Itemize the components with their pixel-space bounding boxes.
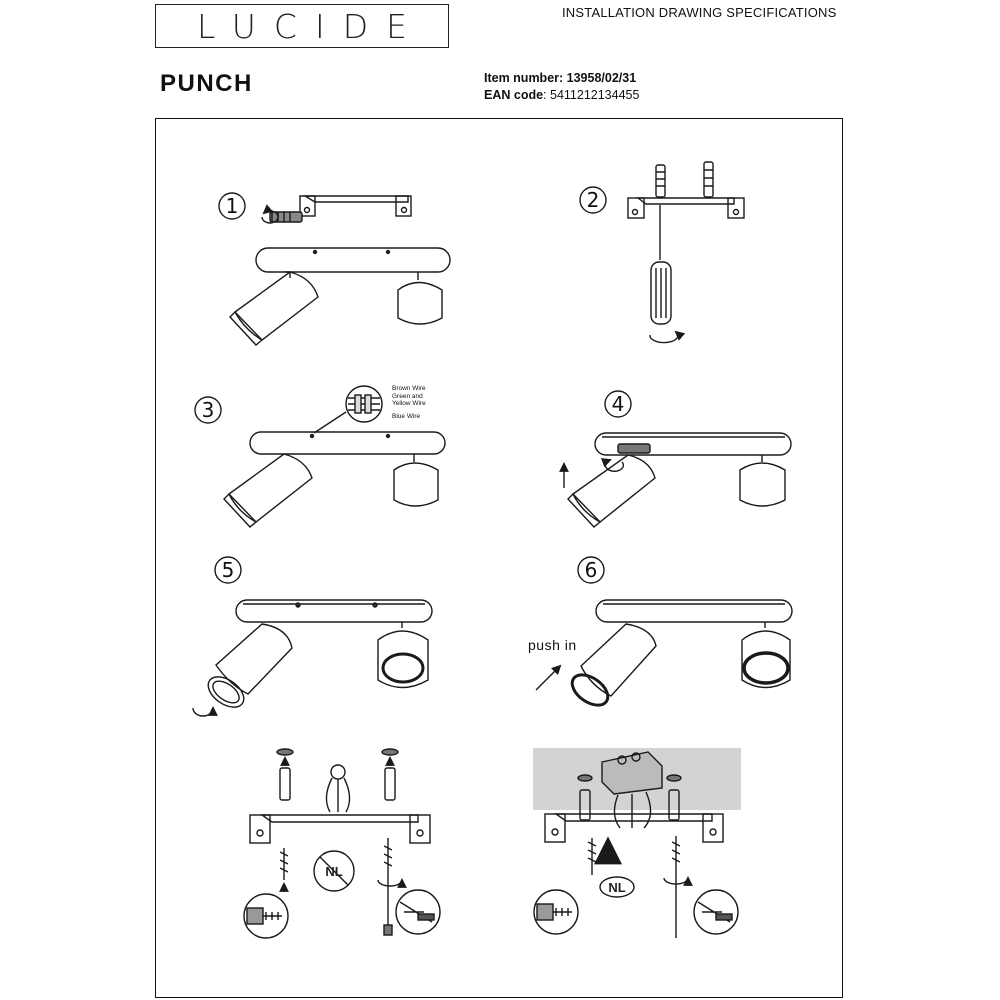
mounting-bracket-2 [628,198,744,218]
cable-connector-icon [326,765,349,812]
screwdriver-icon [651,205,671,324]
mounting-bracket [300,196,411,216]
mounting-left [244,749,440,938]
nl-badge-icon [600,877,634,897]
step-3 [195,385,445,527]
detail-circle-right-a [534,890,578,934]
brown-wire-label: Brown Wire [392,385,426,392]
spotlight-left-6 [567,624,656,711]
screw-right-icon [704,162,713,197]
wall-plug-right-icon [385,768,395,800]
grub-screw-icon-4 [618,444,650,453]
push-in-label: push in [528,637,577,653]
item-number-label: Item number [484,71,560,85]
step-1 [219,193,450,345]
step-1-number: 1 [225,194,239,218]
spotlight-right-4 [740,455,785,506]
step-2-number: 2 [586,188,600,212]
item-number-value: : 13958/02/31 [559,71,637,85]
screw-with-driver-r-icon [672,836,680,938]
ean-code-value: : 5411212134455 [543,88,640,102]
spotlight-right-6 [742,622,790,688]
document-heading: INSTALLATION DRAWING SPECIFICATIONS [562,5,837,20]
rotate-arrow-icon-2 [650,332,678,343]
detail-circle-left-a [244,894,288,938]
spotlight-left-3 [224,454,312,527]
rotate-arrow-icon-m [378,880,402,886]
ean-code-label: EAN code [484,88,544,102]
logo-text: LUCIDE [197,6,425,46]
mounting-bracket-left [250,815,430,843]
base-plate-3 [250,432,445,454]
nl-label-right: NL [608,880,626,895]
step-5-number: 5 [221,558,235,582]
grub-screw-icon [270,212,302,222]
detail-circle-left-b [396,890,440,934]
step-4-number: 4 [611,392,625,416]
step-5 [193,557,432,716]
wiring-detail [314,385,426,433]
nl-no-entry-icon [314,851,354,891]
step-4 [564,391,791,527]
screw-left-icon-m [280,848,288,880]
mounting-bracket-right [545,814,723,842]
spotlight-left-4 [568,455,655,527]
wall-plug-left-icon [280,768,290,800]
step-6-number: 6 [584,558,598,582]
screw-left-icon [656,165,665,197]
mounting-right [533,748,741,938]
push-arrow-icon [536,666,560,690]
nl-label-left: NL [325,864,343,879]
step-2 [580,162,744,343]
base-plate [256,248,450,272]
green-yellow-label-2: Yellow Wire [392,400,426,407]
rotate-arrow-icon-5 [193,708,213,716]
blue-wire-label: Blue Wire [392,413,421,420]
product-name: PUNCH [160,70,253,97]
step-3-number: 3 [201,398,215,422]
spotlight-right-3 [394,454,438,506]
step-6 [528,557,792,711]
spotlight-left [230,272,318,345]
spotlight-right [398,272,442,324]
detail-circle-right-b [694,890,738,934]
green-yellow-label-1: Green and [392,393,423,400]
spotlight-right-5 [378,622,428,688]
screw-left-r-icon [588,838,596,875]
